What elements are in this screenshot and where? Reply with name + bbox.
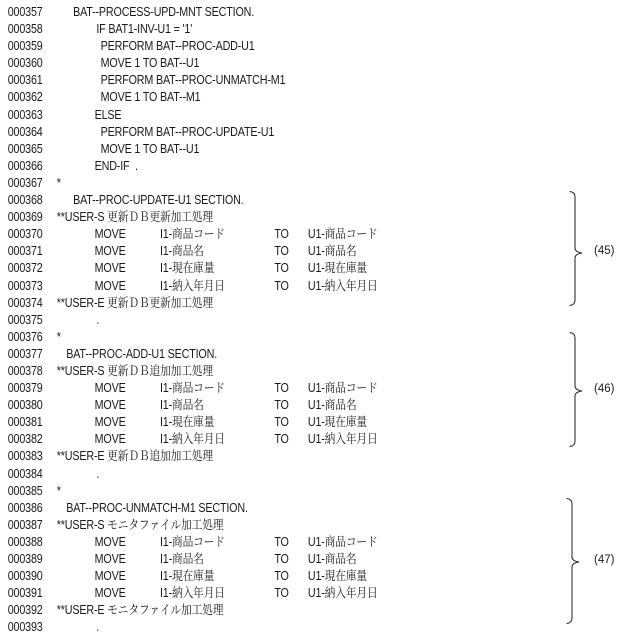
code-line	[0, 585, 464, 602]
line-number: 000382	[7, 432, 43, 447]
line-number: 000387	[7, 517, 43, 532]
line-number: 000361	[7, 73, 43, 88]
line-number: 000360	[7, 56, 43, 71]
code-text: I1-商品コード	[159, 381, 225, 396]
code-text: U1-納入年月日	[307, 278, 378, 293]
code-line	[0, 260, 464, 277]
code-text: PERFORM BAT--PROC-ADD-U1	[100, 39, 255, 54]
code-text: I1-商品名	[159, 398, 204, 413]
code-line	[0, 21, 464, 38]
code-text: PERFORM BAT--PROC-UPDATE-U1	[100, 124, 275, 139]
code-text: TO	[274, 552, 289, 566]
curly-brace-icon	[569, 332, 583, 447]
code-line	[0, 602, 464, 619]
code-text: I1-現在庫量	[159, 569, 215, 584]
code-text: BAT--PROC-ADD-U1 SECTION.	[66, 346, 218, 361]
line-number: 000381	[7, 415, 43, 430]
code-text: TO	[274, 398, 289, 413]
annotation-label: (47)	[594, 554, 615, 566]
code-line	[0, 363, 464, 380]
code-line	[0, 568, 464, 585]
line-number: 000370	[7, 227, 43, 242]
code-line	[0, 312, 464, 329]
code-text: I1-商品コード	[159, 534, 225, 549]
code-text: U1-納入年月日	[307, 586, 378, 601]
line-number: 000369	[7, 210, 43, 225]
line-number: 000393	[7, 620, 43, 635]
line-number: 000359	[7, 39, 43, 54]
code-text: I1-商品名	[159, 552, 204, 566]
code-line	[0, 158, 464, 175]
code-line	[0, 38, 464, 55]
code-line	[0, 226, 464, 243]
code-text: MOVE	[94, 261, 126, 276]
code-line	[0, 619, 464, 636]
line-number: 000389	[7, 552, 43, 566]
line-number: 000386	[7, 500, 43, 515]
code-line	[0, 380, 464, 397]
line-number: 000380	[7, 398, 43, 413]
line-number: 000363	[7, 107, 43, 122]
line-number: 000378	[7, 363, 43, 378]
code-text: IF BAT1-INV-U1 = '1'	[96, 22, 193, 37]
code-text: U1-商品名	[307, 552, 357, 566]
line-number: 000364	[7, 124, 43, 139]
line-number: 000391	[7, 586, 43, 601]
code-text: I1-現在庫量	[159, 261, 215, 276]
code-text: U1-商品コード	[307, 381, 378, 396]
line-number: 000374	[7, 295, 43, 310]
code-line	[0, 295, 464, 312]
code-text: MOVE	[94, 432, 126, 447]
curly-brace-icon	[566, 498, 580, 624]
code-text: ELSE	[94, 107, 122, 122]
code-text: *	[56, 175, 61, 190]
code-text: **USER-S 更新ＤＢ追加加工処理	[56, 363, 213, 378]
code-line	[0, 466, 464, 483]
code-text: **USER-S 更新ＤＢ更新加工処理	[56, 210, 213, 225]
line-number: 000385	[7, 483, 43, 498]
code-line	[0, 500, 464, 517]
code-listing	[0, 4, 540, 636]
code-text: MOVE	[94, 569, 126, 584]
code-text: TO	[274, 244, 289, 259]
code-text: U1-商品コード	[307, 227, 378, 242]
code-line	[0, 141, 464, 158]
code-text: *	[56, 329, 61, 344]
code-text: MOVE	[94, 398, 126, 413]
code-text: TO	[274, 534, 289, 549]
code-line	[0, 278, 464, 295]
code-text: TO	[274, 381, 289, 396]
code-text: PERFORM BAT--PROC-UNMATCH-M1	[100, 73, 286, 88]
code-text: U1-商品名	[307, 244, 357, 259]
code-text: I1-商品名	[159, 244, 204, 259]
code-line	[0, 414, 464, 431]
code-line	[0, 551, 464, 568]
code-line	[0, 431, 464, 448]
code-text: U1-商品名	[307, 398, 357, 413]
code-line	[0, 483, 464, 500]
code-text: U1-現在庫量	[307, 569, 368, 584]
annotation-label: (46)	[594, 383, 615, 395]
code-line	[0, 346, 464, 363]
code-text: MOVE	[94, 381, 126, 396]
line-number: 000357	[7, 5, 43, 19]
line-number: 000367	[7, 175, 43, 190]
code-line	[0, 4, 464, 21]
line-number: 000377	[7, 346, 43, 361]
code-text: TO	[274, 227, 289, 242]
line-number: 000358	[7, 22, 43, 37]
curly-brace-icon	[569, 191, 583, 306]
code-line	[0, 397, 464, 414]
code-text: *	[56, 483, 61, 498]
code-text: **USER-E 更新ＤＢ追加加工処理	[56, 449, 213, 464]
code-line	[0, 192, 464, 209]
code-text: TO	[274, 278, 289, 293]
line-number: 000362	[7, 90, 43, 105]
code-text: **USER-E モニタファイル加工処理	[56, 603, 224, 618]
code-text: BAT--PROC-UPDATE-U1 SECTION.	[73, 193, 244, 208]
code-line	[0, 72, 464, 89]
line-number: 000390	[7, 569, 43, 584]
code-text: TO	[274, 569, 289, 584]
line-number: 000384	[7, 466, 43, 481]
code-text: MOVE	[94, 552, 126, 566]
code-text: .	[96, 620, 100, 635]
code-text: MOVE	[94, 534, 126, 549]
code-text: U1-商品コード	[307, 534, 378, 549]
code-text: MOVE	[94, 227, 126, 242]
code-text: I1-現在庫量	[159, 415, 215, 430]
code-line	[0, 124, 464, 141]
code-text: MOVE 1 TO BAT--U1	[100, 141, 200, 156]
line-number: 000375	[7, 312, 43, 327]
code-text: MOVE	[94, 244, 126, 259]
code-line	[0, 175, 464, 192]
code-text: BAT--PROC-UNMATCH-M1 SECTION.	[66, 500, 248, 515]
code-text: I1-納入年月日	[159, 586, 225, 601]
annotation-label: (45)	[594, 245, 615, 257]
line-number: 000373	[7, 278, 43, 293]
code-text: TO	[274, 432, 289, 447]
line-number: 000379	[7, 381, 43, 396]
code-text: **USER-S モニタファイル加工処理	[56, 517, 224, 532]
code-line	[0, 517, 464, 534]
line-number: 000388	[7, 534, 43, 549]
code-text: .	[96, 312, 100, 327]
code-text: I1-商品コード	[159, 227, 225, 242]
code-line	[0, 209, 464, 226]
code-text: **USER-E 更新ＤＢ更新加工処理	[56, 295, 213, 310]
code-line	[0, 534, 464, 551]
code-text: TO	[274, 415, 289, 430]
code-text: BAT--PROCESS-UPD-MNT SECTION.	[73, 5, 255, 19]
code-text: END-IF .	[94, 158, 138, 173]
line-number: 000383	[7, 449, 43, 464]
code-line	[0, 329, 464, 346]
code-line	[0, 107, 464, 124]
line-number: 000372	[7, 261, 43, 276]
code-text: U1-納入年月日	[307, 432, 378, 447]
code-text: .	[96, 466, 100, 481]
code-text: MOVE 1 TO BAT--U1	[100, 56, 200, 71]
code-text: TO	[274, 261, 289, 276]
line-number: 000365	[7, 141, 43, 156]
code-text: MOVE	[94, 278, 126, 293]
code-text: U1-現在庫量	[307, 415, 368, 430]
code-line	[0, 55, 464, 72]
line-number: 000368	[7, 193, 43, 208]
code-line	[0, 89, 464, 106]
code-line	[0, 243, 464, 260]
code-text: TO	[274, 586, 289, 601]
code-text: MOVE 1 TO BAT--M1	[100, 90, 201, 105]
line-number: 000366	[7, 158, 43, 173]
line-number: 000371	[7, 244, 43, 259]
line-number: 000392	[7, 603, 43, 618]
code-line	[0, 448, 464, 465]
code-text: U1-現在庫量	[307, 261, 368, 276]
code-text: MOVE	[94, 415, 126, 430]
code-text: I1-納入年月日	[159, 432, 225, 447]
line-number: 000376	[7, 329, 43, 344]
code-text: I1-納入年月日	[159, 278, 225, 293]
code-text: MOVE	[94, 586, 126, 601]
